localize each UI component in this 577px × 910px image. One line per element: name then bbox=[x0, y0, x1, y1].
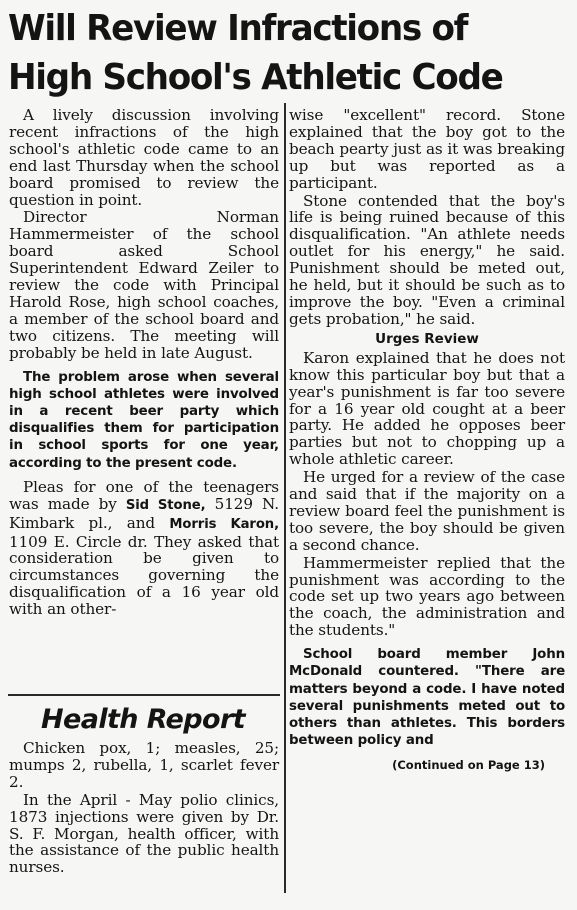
health-paragraph: In the April - May polio clinics, 1873 injections were given by Dr. S. F. Morgan, health officer, with the assistance of the public health nurses. bbox=[9, 790, 279, 877]
article-paragraph: A lively discussion involving recent infractions of the high school's athletic code came to an end last Thursday when the school board promised to review the question in point. bbox=[9, 106, 279, 209]
pleas-text-start: Pleas for one of the teenagers was made by bbox=[9, 477, 279, 513]
left-column bbox=[9, 107, 279, 618]
pleas-text-middle: 5129 N. Kimbark pl., and bbox=[9, 494, 279, 532]
health-report-section bbox=[9, 700, 279, 876]
continued-paragraph: wise "excellent" record. Stone explained that the boy got to the beach pearty just as it was breaking up but was reported as a participant. bbox=[289, 106, 565, 192]
bold-paragraph: The problem arose when several high school athletes were involved in a recent beer party which disqualifies them for participation in school sports for one year, according to the present code. bbox=[9, 369, 279, 471]
person-name-karon: Morris Karon, bbox=[169, 516, 279, 532]
health-paragraph: Chicken pox, 1; measles, 25; mumps 2, rubella, 1, scarlet fever 2. bbox=[9, 739, 279, 791]
article-paragraph: Stone contended that the boy's life is being ruined because of this disqualification. "An athlete needs outlet for his energy," he said. Punishment should be meted out, he held, but it should be such as to improve the boy. "Even a criminal gets probation," he said. bbox=[289, 191, 565, 328]
section-divider bbox=[8, 694, 280, 696]
article-paragraph: Karon explained that he does not know this particular boy but that a year's punishment is far too severe for a 16 year old cought at a beer party. He added he opposes beer parties but not to chopping up a whole athletic career. bbox=[289, 348, 565, 469]
headline-line-1: Will Review Infractions of bbox=[8, 8, 468, 49]
pleas-paragraph bbox=[9, 479, 279, 618]
column-divider bbox=[284, 103, 286, 893]
right-column bbox=[289, 107, 565, 775]
article-paragraph: He urged for a review of the case and said that if the majority on a review board feel the punishment is too severe, the boy should be given a second chance. bbox=[289, 468, 565, 554]
closing-bold-paragraph: School board member John McDonald countered. "There are matters beyond a code. I have noted several punishments meted out to others than athletes. This borders between policy and bbox=[289, 647, 565, 749]
headline-line-2: High School's Athletic Code bbox=[8, 57, 503, 98]
subheading: Urges Review bbox=[375, 330, 479, 347]
article-paragraph: Director Norman Hammermeister of the school board asked School Superintendent Edward Zeiler to review the code with Principal Harold Rose, high school coaches, a member of the school board and two citizens. The meeting will probably be held in late August. bbox=[9, 208, 279, 362]
headline bbox=[8, 4, 545, 102]
article-paragraph: Hammermeister replied that the punishment was according to the code set up two years ago between the coach, the administration and the students." bbox=[289, 553, 565, 640]
health-report-title: Health Report bbox=[41, 704, 245, 735]
continued-note: (Continued on Page 13) bbox=[392, 758, 545, 773]
person-name-stone: Sid Stone, bbox=[125, 497, 206, 513]
pleas-text-end: 1109 E. Circle dr. They asked that consideration be given to circumstances governing the disqualification of a 16 year old with an other- bbox=[9, 532, 279, 619]
